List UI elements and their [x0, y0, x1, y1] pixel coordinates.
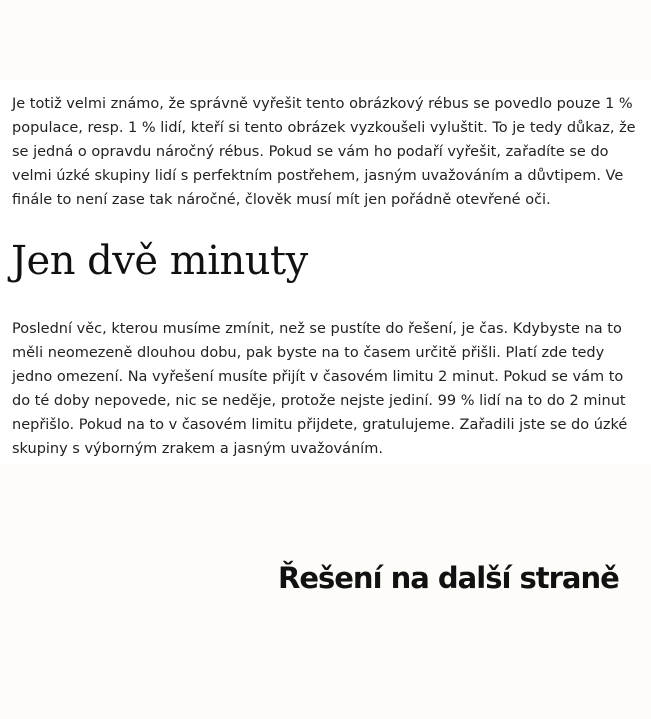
- section-heading: Jen dvě minuty: [11, 238, 308, 284]
- article-content: [0, 80, 651, 464]
- next-page-link[interactable]: Řešení na další straně: [278, 561, 619, 595]
- article-paragraph-intro: Je totiž velmi známo, že správně vyřešit tento obrázkový rébus se povedlo pouze 1 % populace, resp. 1 % lidí, kteří si tento obrázek vyzkoušeli vyluštit. To je tedy důkaz, že se jedná o opravdu náročný rébus. Pokud se vám ho podaří vyřešit, zařadíte se do velmi úzké skupiny lidí s perfektním postřehem, jasným uvažováním a důvtipem. Ve finále to není zase tak náročné, člověk musí mít jen pořádně otevřené oči.: [12, 96, 636, 208]
- article-paragraph-time-limit: Poslední věc, kterou musíme zmínit, než se pustíte do řešení, je čas. Kdybyste na to měli neomezeně dlouhou dobu, pak byste na to časem určitě přišli. Platí zde tedy jedno omezení. Na vyřešení musíte přijít v časovém limitu 2 minut. Pokud se vám to do té doby nepovede, nic se neděje, protože nejste jediní. 99 % lidí na to do 2 minut nepřišlo. Pokud na to v časovém limitu přijdete, gratulujeme. Zařadili jste se do úzké skupiny s výborným zrakem a jasným uvažováním.: [12, 321, 628, 457]
